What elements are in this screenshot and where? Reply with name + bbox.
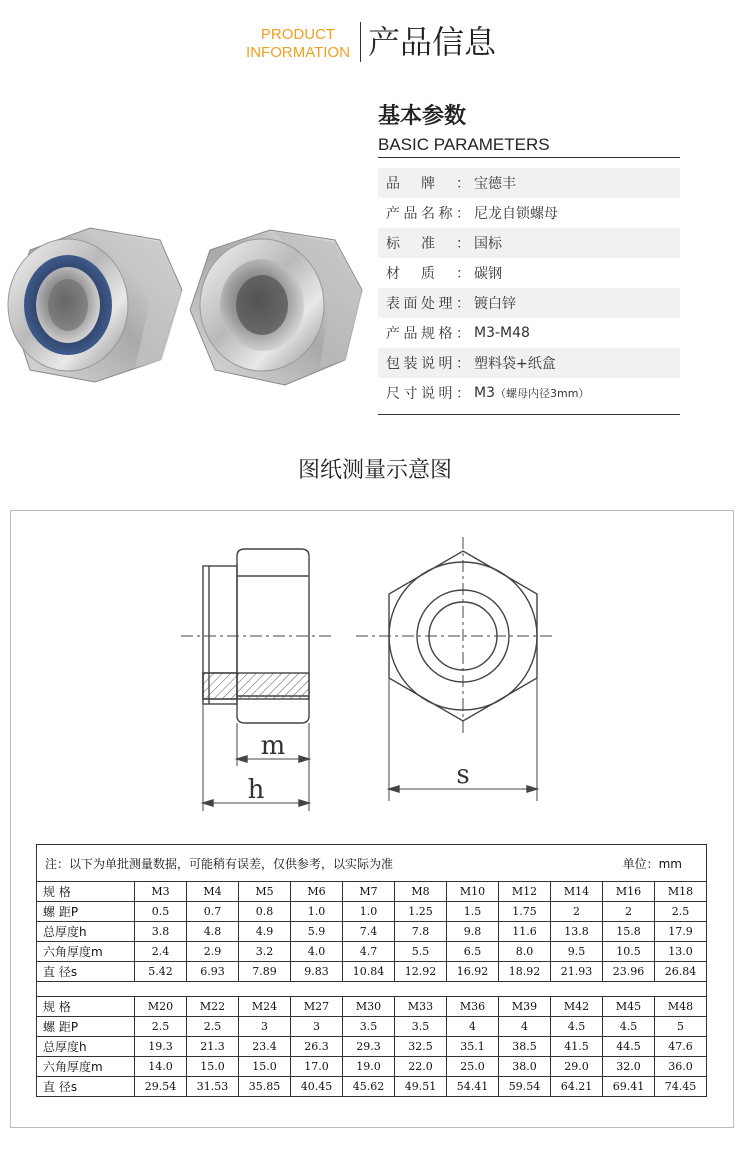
dimension-s-label: s bbox=[456, 760, 470, 790]
table-cell: 10.5 bbox=[603, 942, 655, 962]
table-cell: 29.0 bbox=[551, 1057, 603, 1077]
table-cell: 26.3 bbox=[291, 1037, 343, 1057]
drawing-title: 图纸测量示意图 bbox=[297, 458, 452, 483]
table-row-pitch bbox=[37, 1017, 707, 1037]
table-cell: 3.2 bbox=[239, 942, 291, 962]
table-cell: 29.54 bbox=[135, 1077, 187, 1097]
params-bottom-rule bbox=[378, 414, 680, 415]
product-photo bbox=[0, 210, 370, 410]
row-header: 总厚度h bbox=[37, 922, 135, 942]
table-row-spec bbox=[37, 882, 707, 902]
table-cell: M6 bbox=[291, 882, 343, 902]
param-value: 塑料袋+纸盒 bbox=[474, 356, 556, 372]
table-cell: 45.62 bbox=[343, 1077, 395, 1097]
table-cell: 31.53 bbox=[187, 1077, 239, 1097]
table-spacer-row bbox=[37, 982, 707, 997]
nylon-nut-image bbox=[8, 228, 182, 382]
table-cell: 0.5 bbox=[135, 902, 187, 922]
table-cell: 4.5 bbox=[551, 1017, 603, 1037]
table-cell: M7 bbox=[343, 882, 395, 902]
table-cell: 4.9 bbox=[239, 922, 291, 942]
param-row-brand bbox=[378, 168, 680, 198]
table-cell: 4.7 bbox=[343, 942, 395, 962]
table-cell: 19.0 bbox=[343, 1057, 395, 1077]
table-cell: M4 bbox=[187, 882, 239, 902]
table-row-pitch bbox=[37, 902, 707, 922]
table-cell: 2.5 bbox=[187, 1017, 239, 1037]
param-row-name bbox=[378, 198, 680, 228]
table-cell: M14 bbox=[551, 882, 603, 902]
table-cell: 21.93 bbox=[551, 962, 603, 982]
table-cell: 3.5 bbox=[343, 1017, 395, 1037]
title-en bbox=[240, 26, 356, 62]
param-value-main: M3 bbox=[474, 385, 495, 401]
table-cell: 4.0 bbox=[291, 942, 343, 962]
table-cell: M39 bbox=[499, 997, 551, 1017]
param-row-size bbox=[378, 378, 680, 408]
table-cell: M16 bbox=[603, 882, 655, 902]
table-cell: M18 bbox=[655, 882, 707, 902]
table-cell: 19.3 bbox=[135, 1037, 187, 1057]
table-cell: 59.54 bbox=[499, 1077, 551, 1097]
table-cell: 40.45 bbox=[291, 1077, 343, 1097]
table-cell: M30 bbox=[343, 997, 395, 1017]
table-cell: 64.21 bbox=[551, 1077, 603, 1097]
row-header: 直 径s bbox=[37, 962, 135, 982]
table-cell: 22.0 bbox=[395, 1057, 447, 1077]
table-cell: 4 bbox=[447, 1017, 499, 1037]
table-cell: 14.0 bbox=[135, 1057, 187, 1077]
table-cell: 25.0 bbox=[447, 1057, 499, 1077]
dimension-h-label: h bbox=[247, 775, 265, 805]
table-cell: 11.6 bbox=[499, 922, 551, 942]
table-cell: 8.0 bbox=[499, 942, 551, 962]
param-label: 产品规格： bbox=[386, 326, 470, 342]
table-cell: 35.1 bbox=[447, 1037, 499, 1057]
table-cell: 6.93 bbox=[187, 962, 239, 982]
title-divider bbox=[360, 22, 361, 62]
table-row-hex-thickness bbox=[37, 1057, 707, 1077]
row-header: 规 格 bbox=[37, 882, 135, 902]
table-cell: 41.5 bbox=[551, 1037, 603, 1057]
table-cell: 1.0 bbox=[291, 902, 343, 922]
row-header: 总厚度h bbox=[37, 1037, 135, 1057]
table-cell: 15.0 bbox=[187, 1057, 239, 1077]
param-row-spec bbox=[378, 318, 680, 348]
table-cell: 47.6 bbox=[655, 1037, 707, 1057]
table-cell: 23.4 bbox=[239, 1037, 291, 1057]
table-cell: M42 bbox=[551, 997, 603, 1017]
table-cell: 10.84 bbox=[343, 962, 395, 982]
row-header: 直 径s bbox=[37, 1077, 135, 1097]
param-value: 宝德丰 bbox=[474, 176, 516, 192]
title-cn: 产品信息 bbox=[368, 23, 497, 61]
table-cell: M5 bbox=[239, 882, 291, 902]
table-cell: 7.8 bbox=[395, 922, 447, 942]
table-cell: 16.92 bbox=[447, 962, 499, 982]
table-cell: 17.9 bbox=[655, 922, 707, 942]
table-row-diameter bbox=[37, 1077, 707, 1097]
table-cell: 15.0 bbox=[239, 1057, 291, 1077]
table-cell: 6.5 bbox=[447, 942, 499, 962]
table-cell: 13.0 bbox=[655, 942, 707, 962]
param-label: 表面处理： bbox=[386, 296, 470, 312]
table-cell: 4.5 bbox=[603, 1017, 655, 1037]
param-label: 品牌： bbox=[386, 176, 470, 192]
table-cell: M3 bbox=[135, 882, 187, 902]
param-value: 尼龙自锁螺母 bbox=[474, 206, 558, 222]
table-cell: M33 bbox=[395, 997, 447, 1017]
basic-parameters bbox=[378, 100, 680, 415]
hex-nut-image bbox=[190, 230, 362, 385]
param-label: 尺寸说明： bbox=[386, 386, 470, 402]
table-cell: 26.84 bbox=[655, 962, 707, 982]
table-row-total-thickness bbox=[37, 922, 707, 942]
row-header: 螺 距P bbox=[37, 902, 135, 922]
table-cell: 32.5 bbox=[395, 1037, 447, 1057]
table-cell: 74.45 bbox=[655, 1077, 707, 1097]
table-cell: 0.7 bbox=[187, 902, 239, 922]
note-cell bbox=[37, 845, 707, 882]
param-value-note: （螺母内径3mm） bbox=[495, 387, 590, 400]
table-cell: 2 bbox=[551, 902, 603, 922]
param-label: 材质： bbox=[386, 266, 470, 282]
table-cell: 13.8 bbox=[551, 922, 603, 942]
table-cell: 2.5 bbox=[655, 902, 707, 922]
table-cell: M36 bbox=[447, 997, 499, 1017]
table-cell: 17.0 bbox=[291, 1057, 343, 1077]
param-label: 标准： bbox=[386, 236, 470, 252]
table-cell: 44.5 bbox=[603, 1037, 655, 1057]
table-cell: 3.5 bbox=[395, 1017, 447, 1037]
table-cell: 15.8 bbox=[603, 922, 655, 942]
table-cell: 2.5 bbox=[135, 1017, 187, 1037]
table-cell: M8 bbox=[395, 882, 447, 902]
table-cell: 5 bbox=[655, 1017, 707, 1037]
side-view bbox=[181, 549, 331, 811]
table-cell: 38.0 bbox=[499, 1057, 551, 1077]
table-unit: 单位：mm bbox=[622, 856, 682, 871]
table-cell: 23.96 bbox=[603, 962, 655, 982]
table-cell: 3.8 bbox=[135, 922, 187, 942]
row-header: 规 格 bbox=[37, 997, 135, 1017]
table-cell: M22 bbox=[187, 997, 239, 1017]
table-row-diameter bbox=[37, 962, 707, 982]
table-cell: 36.0 bbox=[655, 1057, 707, 1077]
note-row bbox=[37, 845, 707, 882]
param-row-material bbox=[378, 258, 680, 288]
spec-table bbox=[36, 844, 707, 1097]
title-en-line1: PRODUCT bbox=[260, 26, 336, 43]
params-title-en: BASIC PARAMETERS bbox=[378, 134, 680, 158]
params-title-cn: 基本参数 bbox=[378, 104, 467, 129]
table-cell: 5.5 bbox=[395, 942, 447, 962]
table-cell: 2 bbox=[603, 902, 655, 922]
table-cell: M12 bbox=[499, 882, 551, 902]
param-label: 包装说明： bbox=[386, 356, 470, 372]
table-cell: 12.92 bbox=[395, 962, 447, 982]
table-cell: 21.3 bbox=[187, 1037, 239, 1057]
dimension-m-label: m bbox=[260, 731, 286, 761]
header bbox=[0, 0, 750, 80]
table-cell: 7.4 bbox=[343, 922, 395, 942]
table-note: 注：以下为单批测量数据，可能稍有误差，仅供参考，以实际为准 bbox=[45, 856, 394, 871]
table-cell: 1.75 bbox=[499, 902, 551, 922]
table-cell: 38.5 bbox=[499, 1037, 551, 1057]
table-cell: 1.5 bbox=[447, 902, 499, 922]
table-row-spec bbox=[37, 997, 707, 1017]
table-cell: 9.8 bbox=[447, 922, 499, 942]
param-row-packaging bbox=[378, 348, 680, 378]
table-cell: M10 bbox=[447, 882, 499, 902]
table-cell: M48 bbox=[655, 997, 707, 1017]
technical-drawing bbox=[11, 511, 733, 841]
row-header: 六角厚度m bbox=[37, 1057, 135, 1077]
table-cell: 3 bbox=[291, 1017, 343, 1037]
param-value: 国标 bbox=[474, 236, 502, 252]
table-cell: 7.89 bbox=[239, 962, 291, 982]
table-cell: 49.51 bbox=[395, 1077, 447, 1097]
table-cell: 3 bbox=[239, 1017, 291, 1037]
table-cell: 32.0 bbox=[603, 1057, 655, 1077]
table-cell: 1.0 bbox=[343, 902, 395, 922]
table-cell: 0.8 bbox=[239, 902, 291, 922]
param-label: 产品名称： bbox=[386, 206, 470, 222]
table-cell: 29.3 bbox=[343, 1037, 395, 1057]
table-cell: 9.5 bbox=[551, 942, 603, 962]
table-cell: 54.41 bbox=[447, 1077, 499, 1097]
param-value: 镀白锌 bbox=[474, 296, 516, 312]
param-value bbox=[472, 385, 589, 401]
table-row-total-thickness bbox=[37, 1037, 707, 1057]
table-cell: 4.8 bbox=[187, 922, 239, 942]
table-cell: 69.41 bbox=[603, 1077, 655, 1097]
param-value: M3-M48 bbox=[474, 325, 530, 341]
table-cell: M20 bbox=[135, 997, 187, 1017]
row-header: 螺 距P bbox=[37, 1017, 135, 1037]
table-cell: 2.9 bbox=[187, 942, 239, 962]
table-cell: 9.83 bbox=[291, 962, 343, 982]
table-cell: M24 bbox=[239, 997, 291, 1017]
title-en-line2: INFORMATION bbox=[246, 44, 350, 61]
param-row-surface bbox=[378, 288, 680, 318]
row-header: 六角厚度m bbox=[37, 942, 135, 962]
table-cell: M27 bbox=[291, 997, 343, 1017]
spacer-cell bbox=[37, 982, 707, 997]
table-row-hex-thickness bbox=[37, 942, 707, 962]
param-row-standard bbox=[378, 228, 680, 258]
param-value: 碳钢 bbox=[474, 266, 502, 282]
table-cell: M45 bbox=[603, 997, 655, 1017]
table-cell: 1.25 bbox=[395, 902, 447, 922]
table-cell: 5.9 bbox=[291, 922, 343, 942]
table-cell: 18.92 bbox=[499, 962, 551, 982]
table-cell: 5.42 bbox=[135, 962, 187, 982]
table-cell: 2.4 bbox=[135, 942, 187, 962]
table-cell: 35.85 bbox=[239, 1077, 291, 1097]
table-cell: 4 bbox=[499, 1017, 551, 1037]
